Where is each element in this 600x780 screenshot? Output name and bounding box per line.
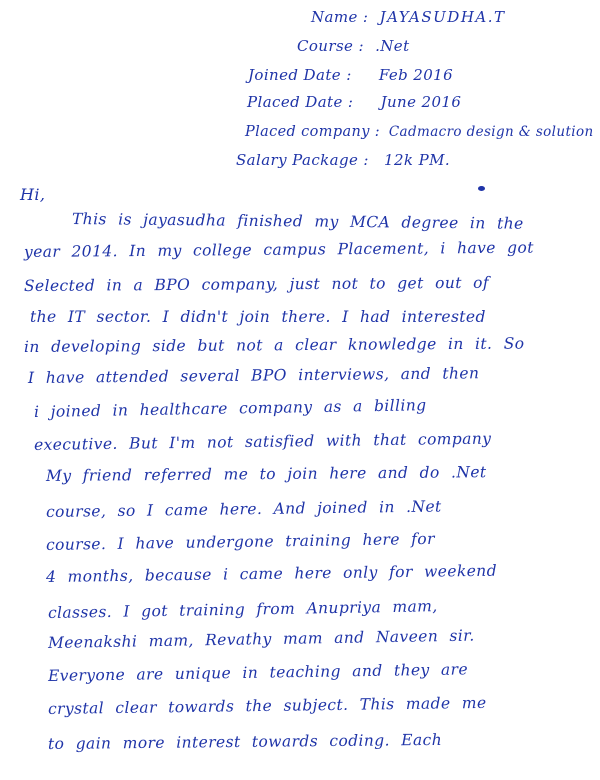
letter-line: Meenakshi mam, Revathy mam and Naveen sir. bbox=[47, 626, 475, 652]
pen-mark bbox=[478, 186, 485, 191]
course-label: Course : bbox=[297, 37, 364, 55]
course-value: .Net bbox=[375, 37, 410, 55]
placed-date-value: June 2016 bbox=[380, 93, 462, 111]
letter-line: Selected in a BPO company, just not to get out of bbox=[23, 273, 490, 295]
letter-line: year 2014. In my college campus Placement, i have got bbox=[23, 238, 534, 261]
letter-line: i joined in healthcare company as a billing bbox=[33, 396, 427, 421]
letter-line: This is jayasudha finished my MCA degree in the bbox=[71, 210, 524, 233]
letter-line: classes. I got training from Anupriya mam, bbox=[47, 597, 438, 622]
salary-package-label: Salary Package : bbox=[236, 151, 369, 169]
letter-line: executive. But I'm not satisfied with that company bbox=[33, 429, 492, 454]
placed-date-label: Placed Date : bbox=[247, 93, 354, 111]
course-row bbox=[297, 37, 410, 55]
joined-date-label: Joined Date : bbox=[248, 66, 352, 84]
placed-company-row bbox=[245, 122, 594, 140]
joined-date-value: Feb 2016 bbox=[378, 66, 454, 84]
placed-company-label: Placed company : bbox=[245, 122, 381, 140]
name-value: JAYASUDHA.T bbox=[379, 8, 506, 26]
placed-company-value: Cadmacro design & solution bbox=[388, 124, 594, 140]
letter-line: My friend referred me to join here and do .Net bbox=[45, 463, 487, 485]
placed-date-row bbox=[247, 93, 461, 111]
letter-line: Everyone are unique in teaching and they are bbox=[47, 660, 469, 685]
name-row bbox=[311, 8, 506, 26]
joined-date-row bbox=[248, 66, 453, 84]
letter-line: to gain more interest towards coding. Each bbox=[47, 730, 443, 753]
salary-package-row bbox=[236, 151, 450, 169]
letter-line: the IT sector. I didn't join there. I had interested bbox=[30, 308, 486, 326]
greeting: Hi, bbox=[20, 185, 46, 204]
letter-line: course, so I came here. And joined in .Net bbox=[45, 497, 442, 521]
letter-line: course. I have undergone training here for bbox=[45, 529, 435, 554]
name-label: Name : bbox=[311, 8, 369, 26]
letter-line: crystal clear towards the subject. This made me bbox=[47, 693, 487, 718]
salary-package-value: 12k PM. bbox=[384, 151, 451, 169]
letter-line: in developing side but not a clear knowledge in it. So bbox=[23, 334, 525, 356]
letter-line: 4 months, because i came here only for weekend bbox=[45, 561, 498, 586]
letter-line: I have attended several BPO interviews, and then bbox=[27, 364, 480, 387]
